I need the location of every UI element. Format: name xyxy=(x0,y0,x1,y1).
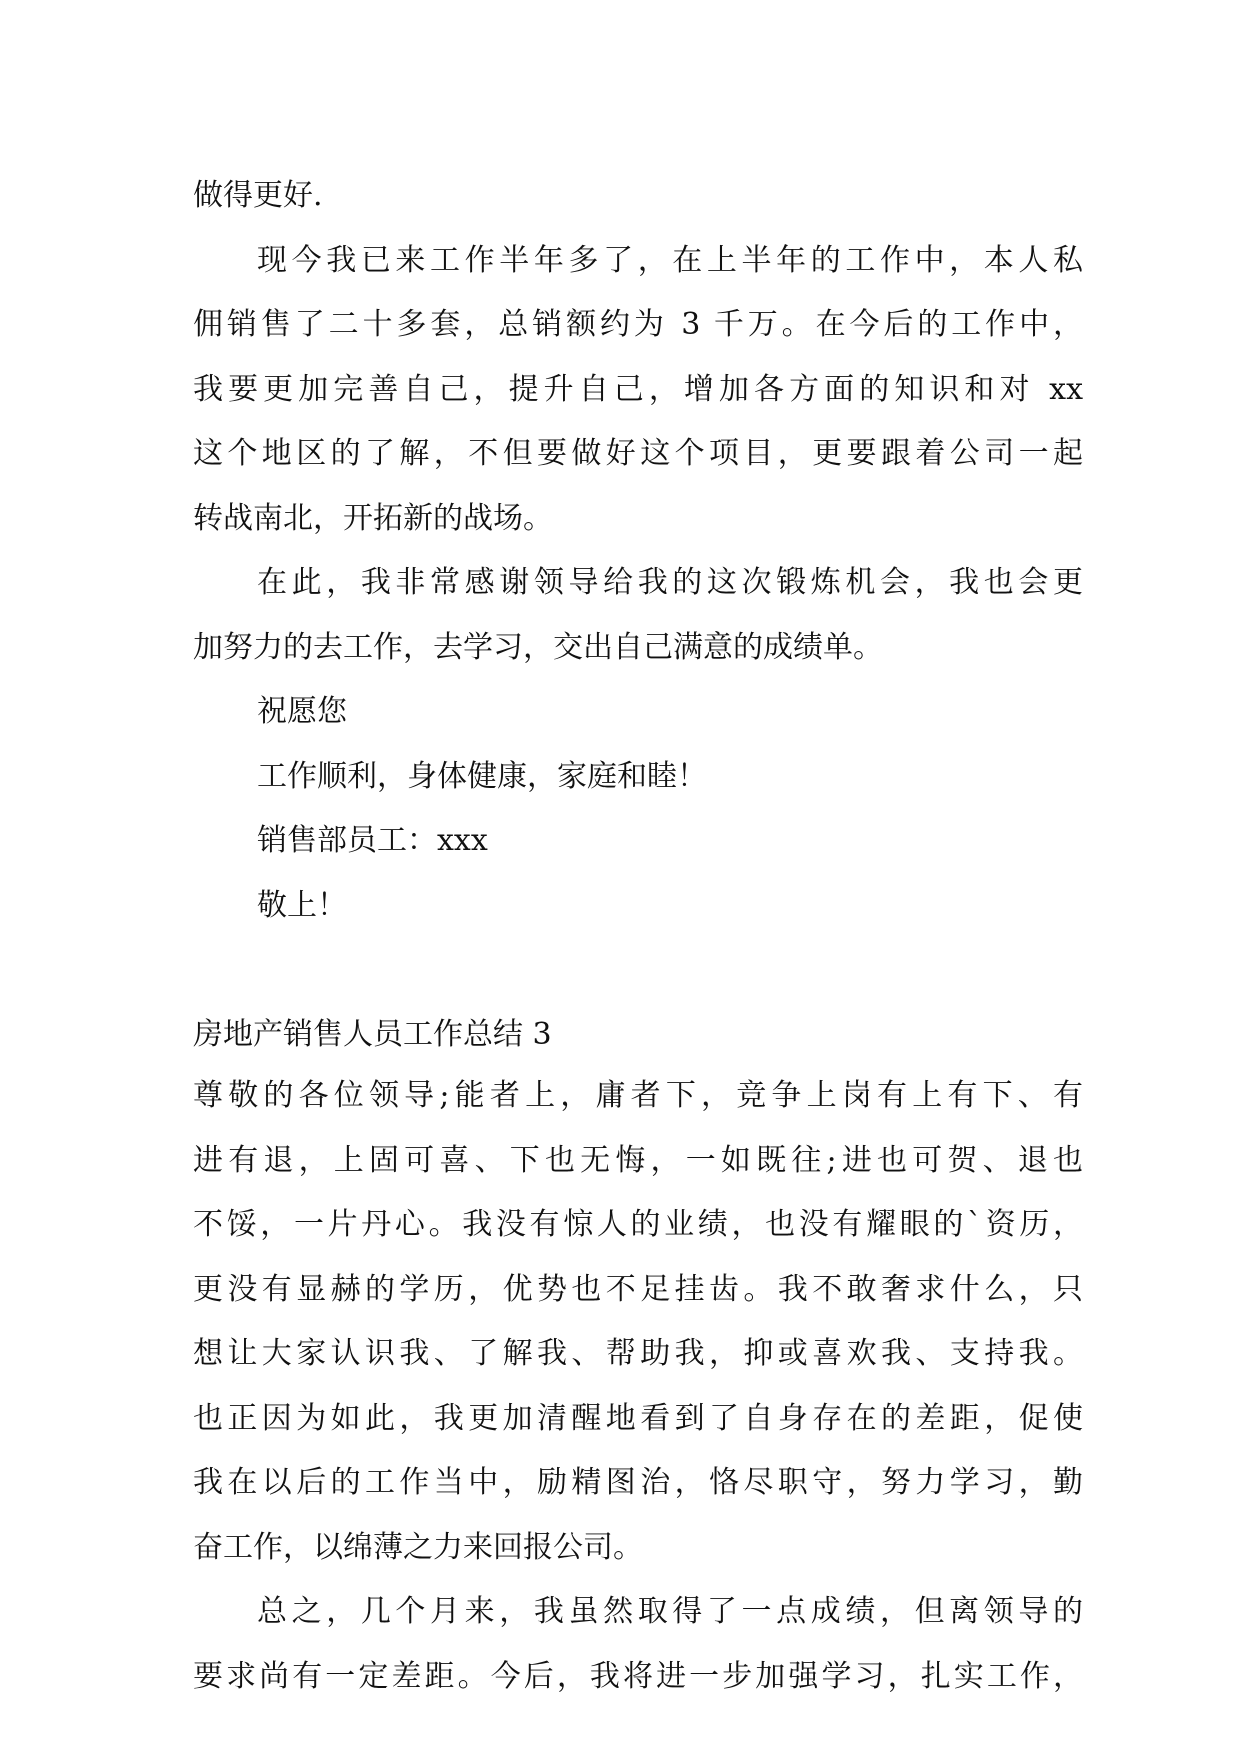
paragraph-line: 现今我已来工作半年多了，在上半年的工作中，本人私 xyxy=(257,242,1083,278)
paragraph-line: 我要更加完善自己，提升自己，增加各方面的知识和对 xx xyxy=(193,371,1083,407)
closing-block xyxy=(193,680,1083,938)
paragraph-line: 做得更好. xyxy=(193,178,323,213)
document-body xyxy=(193,164,1083,1709)
paragraph-line: 要求尚有一定差距。今后，我将进一步加强学习，扎实工作， xyxy=(193,1658,1083,1694)
paragraph-line: 总之，几个月来，我虽然取得了一点成绩，但离领导的 xyxy=(257,1594,1083,1629)
paragraph-line: 尊敬的各位领导;能者上，庸者下，竞争上岗有上有下、有 xyxy=(193,1078,1083,1113)
section-gap xyxy=(193,938,1083,1006)
paragraph-line: 也正因为如此，我更加清醒地看到了自身存在的差距，促使 xyxy=(193,1400,1083,1436)
paragraph-line: 进有退，上固可喜、下也无悔，一如既往;进也可贺、退也 xyxy=(193,1142,1083,1178)
paragraph-line: 更没有显赫的学历，优势也不足挂齿。我不敢奢求什么，只 xyxy=(193,1271,1083,1307)
paragraph-line: 加努力的去工作，去学习，交出自己满意的成绩单。 xyxy=(193,629,883,665)
paragraph-line: 不馁，一片丹心。我没有惊人的业绩，也没有耀眼的`资历， xyxy=(193,1207,1083,1242)
closing-line: 祝愿您 xyxy=(257,694,347,729)
signature-line: 销售部员工：xxx xyxy=(257,823,488,858)
paragraph xyxy=(193,1064,1083,1580)
closing-line: 敬上！ xyxy=(257,887,347,923)
paragraph-line: 在此，我非常感谢领导给我的这次锻炼机会，我也会更 xyxy=(257,565,1083,600)
paragraph-line: 想让大家认识我、了解我、帮助我，抑或喜欢我、支持我。 xyxy=(193,1336,1083,1371)
paragraph-line: 转战南北，开拓新的战场。 xyxy=(193,500,553,536)
paragraph-line: 我在以后的工作当中，励精图治，恪尽职守，努力学习，勤 xyxy=(193,1465,1083,1500)
closing-line: 工作顺利，身体健康，家庭和睦！ xyxy=(257,758,707,794)
section-heading: 房地产销售人员工作总结 3 xyxy=(193,1017,552,1052)
paragraph-line: 佣销售了二十多套，总销额约为 3 千万。在今后的工作中， xyxy=(193,307,1083,342)
paragraph-line: 奋工作，以绵薄之力来回报公司。 xyxy=(193,1529,643,1565)
paragraph xyxy=(193,551,1083,680)
paragraph xyxy=(193,229,1083,552)
paragraph-line: 这个地区的了解，不但要做好这个项目，更要跟着公司一起 xyxy=(193,436,1083,471)
paragraph xyxy=(193,1580,1083,1709)
